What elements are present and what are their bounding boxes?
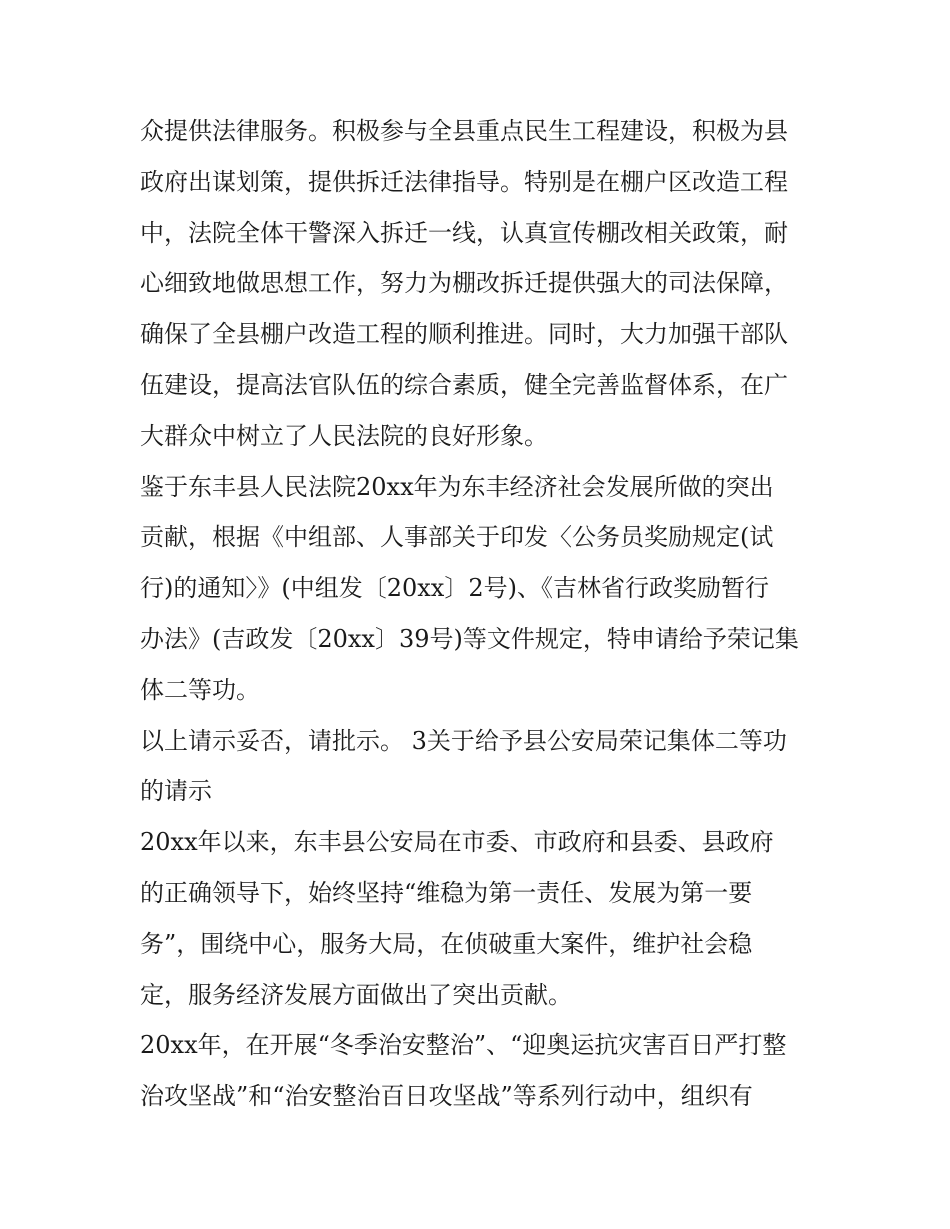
text-line: 心细致地做思想工作，努力为棚改拆迁提供强大的司法保障， — [140, 269, 788, 298]
text-line: 政府出谋划策，提供拆迁法律指导。特别是在棚户区改造工程 — [140, 167, 788, 196]
text-line: 的正确领导下，始终坚持“维稳为第一责任、发展为第一要 — [140, 878, 753, 907]
text-line: 务”，围绕中心，服务大局，在侦破重大案件，维护社会稳 — [140, 929, 753, 958]
text-line: 20xx年以来，东丰县公安局在市委、市政府和县委、县政府 — [140, 828, 774, 857]
text-line: 以上请示妥否，请批示。 3关于给予县公安局荣记集体二等功 — [140, 726, 787, 755]
text-line: 办法》(吉政发〔20xx〕39号)等文件规定，特申请给予荣记集 — [140, 624, 799, 653]
text-line: 中，法院全体干警深入拆迁一线，认真宣传棚改相关政策，耐 — [140, 218, 788, 247]
document-body — [140, 106, 812, 1122]
text-line: 鉴于东丰县人民法院20xx年为东丰经济社会发展所做的突出 — [140, 472, 774, 501]
text-line: 治攻坚战”和“治安整治百日攻坚战”等系列行动中，组织有 — [140, 1082, 753, 1111]
text-line: 的请示 — [140, 777, 212, 806]
text-line: 体二等功。 — [140, 675, 260, 704]
text-line: 大群众中树立了人民法院的良好形象。 — [140, 421, 548, 450]
text-line: 确保了全县棚户改造工程的顺利推进。同时，大力加强干部队 — [140, 320, 788, 349]
text-line: 定，服务经济发展方面做出了突出贡献。 — [140, 980, 572, 1009]
text-line: 20xx年，在开展“冬季治安整治”、“迎奥运抗灾害百日严打整 — [140, 1031, 787, 1060]
text-line: 贡献，根据《中组部、人事部关于印发〈公务员奖励规定(试 — [140, 523, 774, 552]
text-line: 众提供法律服务。积极参与全县重点民生工程建设，积极为县 — [140, 117, 788, 145]
text-line: 行)的通知〉》(中组发〔20xx〕2号)、《吉林省行政奖励暂行 — [140, 574, 769, 603]
text-line: 伍建设，提高法官队伍的综合素质，健全完善监督体系，在广 — [140, 370, 788, 399]
